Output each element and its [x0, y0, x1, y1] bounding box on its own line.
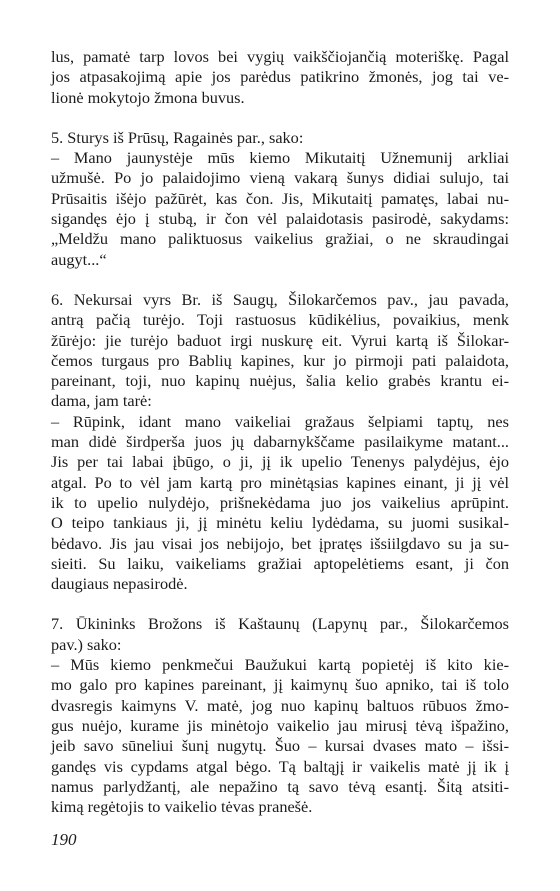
text-line: dvasregis kaimyns V. matė, jog nuo kapinų baltuos rūbuos žmo- [51, 695, 509, 715]
text-line: žūrėjo: jie turėjo baduot irgi nuskurę eit. Vyrui kartą iš Šilokar- [51, 330, 509, 350]
text-line: augyt...“ [51, 249, 107, 269]
text-line: O teipo tankiaus ji, jį minėtu keliu lydėdama, su juomi susikal- [51, 513, 509, 533]
text-line: ik to upelio nulydėjo, prišnekėdama juo jos vaikelius aprūpint. [51, 492, 509, 512]
text-line: – Mano jaunystėje mūs kiemo Mikutaitį Užnemunij arkliai [51, 148, 509, 168]
text-line: čemos turgaus pro Bablių kapines, kur jo pirmoji pati palaidota, [51, 350, 509, 370]
text-line: sigandęs ėjo į stubą, ir čon vėl palaidotasis pasirodė, sakydams: [51, 209, 509, 229]
text-line: lionė mokytojo žmona buvus. [51, 87, 245, 107]
text-line: Prūsaitis išėjo pažūrėt, kas čon. Jis, Mikutaitį pamatęs, labai nu- [51, 188, 509, 208]
text-line: gandęs vis cypdams atgal bėgo. Tą baltąjį ir vaikelis matė jį ik į [51, 756, 509, 776]
text-line: gus nuėjo, kurame jis minėtojo vaikelio jau mirusį tėvą išpažino, [51, 715, 509, 735]
text-line: pareinant, toji, nuo kapinų nuėjus, šalia kelio grabės krantu ei- [51, 371, 509, 391]
text-line: „Meldžu mano paliktuosus vaikelius gražiai, o ne skraudingai [51, 229, 509, 249]
text-line: man didė širdperša juos jų dabarnykščame pasilaikyme matant... [51, 432, 509, 452]
text-line: dama, jam tarė: [51, 391, 152, 411]
page-body [51, 47, 509, 817]
text-line: 6. Nekursai vyrs Br. iš Saugų, Šilokarčemos pav., jau pavada, [51, 289, 509, 309]
text-line: – Rūpink, idant mano vaikeliai gražaus šelpiami taptų, nes [51, 411, 509, 431]
text-line: užmušė. Po jo palaidojimo vieną vakarą šunys didiai sulujo, tai [51, 168, 509, 188]
text-line: daugiaus nepasirodė. [51, 574, 188, 594]
text-line: lus, pamatė tarp lovos bei vygių vaikščiojančią moteriškę. Pagal [51, 47, 509, 66]
text-line: sieiti. Su laiku, vaikeliams gražiai aptopelėtiems esant, ji čon [51, 553, 509, 573]
page-number: 190 [51, 830, 77, 849]
paragraph-6 [51, 290, 509, 594]
paragraph-7 [51, 614, 509, 817]
text-line: 7. Ūkininks Brožons iš Kaštaunų (Lapynų par., Šilokarčemos [51, 614, 509, 634]
text-line: pav.) sako: [51, 634, 122, 654]
text-line: antrą pačią turėjo. Toji rastuosus kūdikėlius, povaikius, menk [51, 310, 509, 330]
paragraph-continuation [51, 47, 509, 108]
text-line: 5. Sturys iš Prūsų, Ragainės par., sako: [51, 127, 304, 147]
text-line: namus parlydžantį, ale nepažino tą savo tėvą esantį. Šitą atsiti- [51, 776, 509, 796]
text-line: atgal. Po to vėl jam kartą pro minėtąsias kapines einant, ji jį vėl [51, 472, 509, 492]
text-line: Jis per tai labai įbūgo, o ji, jį ik upelio Tenenys palydėjus, ėjo [51, 452, 509, 472]
paragraph-5 [51, 128, 509, 270]
text-line: jos atpasakojimą apie jos parėdus patikrino žmonės, jog tai ve- [51, 67, 509, 87]
text-line: bėdavo. Jis jau visai jos nebijojo, bet įpratęs išsiilgdavo su ja su- [51, 533, 509, 553]
text-line: jeib savo sūneliui šunį nugytų. Šuo – kursai dvases mato – išsi- [51, 736, 509, 756]
text-line: mo galo pro kapines pareinant, jį kaimynų šuo apniko, tai iš tolo [51, 675, 509, 695]
text-line: – Mūs kiemo penkmečui Baužukui kartą popietėj iš kito kie- [51, 655, 509, 675]
text-line: kimą regėtojis to vaikelio tėvas pranešė. [51, 797, 313, 817]
